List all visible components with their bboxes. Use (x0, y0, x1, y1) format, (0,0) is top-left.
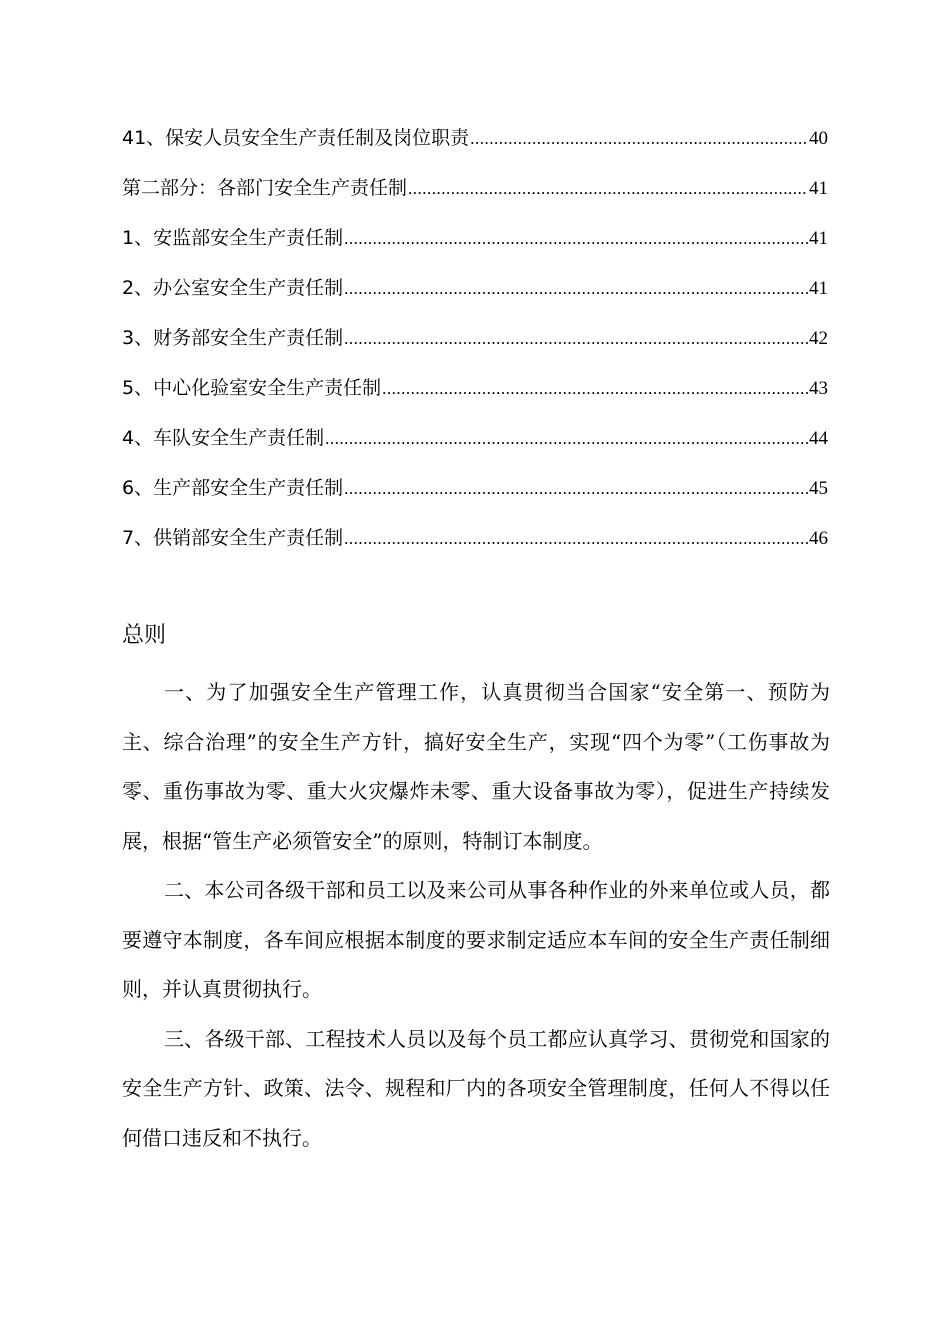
body-paragraph: 三、各级干部、工程技术人员以及每个员工都应认真学习、贯彻党和国家的安全生产方针、政策、法令、规程和厂内的各项安全管理制度，任何人不得以任何借口违反和不执行。 (122, 1026, 830, 1150)
toc-entry[interactable] (122, 524, 828, 574)
section-body (122, 668, 830, 1163)
toc-entry-page: 46 (809, 528, 828, 549)
table-of-contents (122, 124, 828, 574)
toc-entry[interactable] (122, 474, 828, 524)
toc-leader-dots (470, 125, 808, 153)
toc-leader-dots (344, 275, 808, 303)
toc-entry-page: 43 (809, 378, 828, 399)
body-paragraph: 一、为了加强安全生产管理工作，认真贯彻当合国家“安全第一、预防为主、综合治理”的安全生产方针，搞好安全生产，实现“四个为零”（工伤事故为零、重伤事故为零、重大火灾爆炸未零、重大设备事故为零），促进生产持续发展，根据“管生产必须管安全”的原则，特制订本制度。 (122, 680, 830, 853)
toc-entry[interactable] (122, 324, 828, 374)
toc-entry[interactable] (122, 124, 828, 174)
toc-leader-dots (344, 325, 808, 353)
toc-entry-page: 44 (809, 428, 828, 449)
toc-entry-page: 45 (809, 478, 828, 499)
toc-leader-dots (382, 375, 808, 403)
toc-entry-title: 5、中心化验室安全生产责任制 (122, 377, 382, 399)
toc-entry[interactable] (122, 174, 828, 224)
toc-entry-title: 4、车队安全生产责任制 (122, 427, 325, 449)
toc-entry-title: 1、安监部安全生产责任制 (122, 227, 344, 249)
toc-entry-page: 41 (809, 178, 828, 199)
toc-entry[interactable] (122, 424, 828, 474)
body-paragraph: 二、本公司各级干部和员工以及来公司从事各种作业的外来单位或人员，都要遵守本制度，各车间应根据本制度的要求制定适应本车间的安全生产责任制细则，并认真贯彻执行。 (122, 878, 830, 1001)
toc-entry-title: 3、财务部安全生产责任制 (122, 327, 344, 349)
toc-entry-title: 41、保安人员安全生产责任制及岗位职责 (122, 127, 470, 149)
toc-entry[interactable] (122, 224, 828, 274)
toc-entry[interactable] (122, 274, 828, 324)
toc-entry-page: 40 (809, 128, 828, 149)
toc-entry[interactable] (122, 374, 828, 424)
toc-leader-dots (344, 225, 808, 253)
toc-leader-dots (408, 175, 808, 203)
toc-leader-dots (344, 525, 808, 553)
toc-entry-title: 2、办公室安全生产责任制 (122, 277, 344, 299)
toc-entry-page: 42 (809, 328, 828, 349)
toc-entry-title: 6、生产部安全生产责任制 (122, 477, 344, 499)
toc-entry-page: 41 (809, 228, 828, 249)
section-heading: 总则 (122, 623, 167, 648)
toc-entry-title: 7、供销部安全生产责任制 (122, 527, 344, 549)
toc-entry-title: 第二部分：各部门安全生产责任制 (122, 177, 408, 199)
toc-leader-dots (325, 425, 808, 453)
toc-entry-page: 41 (809, 278, 828, 299)
toc-leader-dots (344, 475, 808, 503)
